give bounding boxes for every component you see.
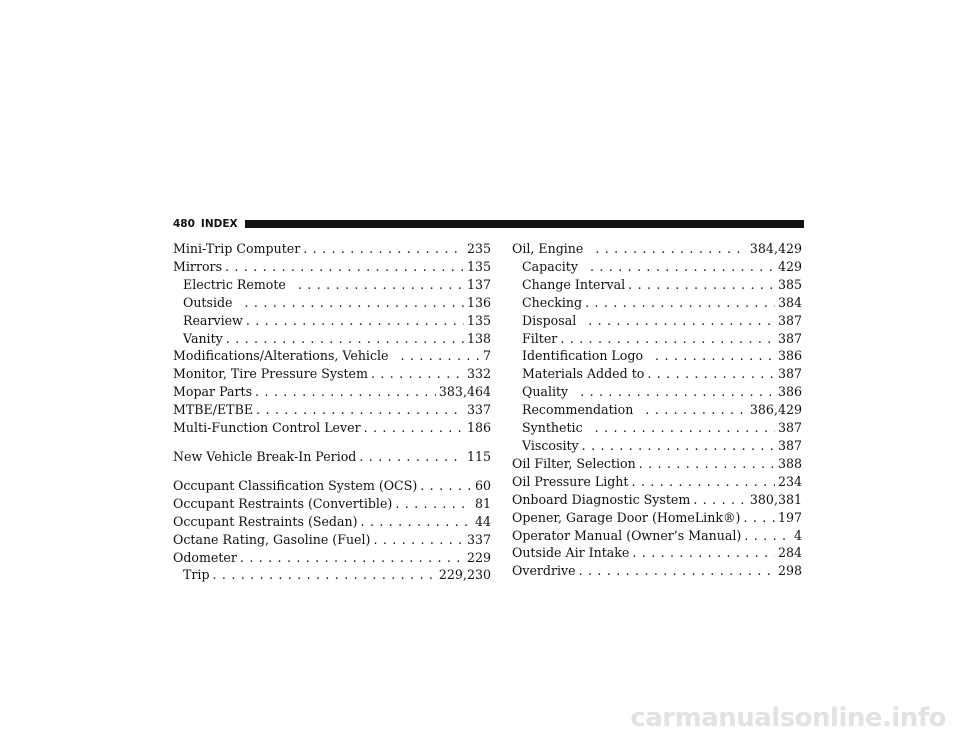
index-entry [173,240,491,258]
dot-leader [245,294,464,312]
index-entry [512,473,802,491]
entry-pages: 387 [777,366,802,382]
entry-term: Checking [522,294,583,310]
index-subentry [512,419,802,437]
entry-pages: 60 [474,477,491,493]
entry-term: Occupant Restraints (Convertible) [173,495,393,511]
dot-leader [246,312,464,330]
entry-pages: 137 [466,276,491,292]
index-subentry [173,566,491,584]
entry-term: Mini-Trip Computer [173,241,301,256]
entry-term: Odometer [173,549,237,565]
index-entry [173,347,491,365]
entry-term: MTBE/ETBE [173,402,254,418]
index-subentry [512,276,802,294]
entry-pages: 388 [777,455,802,471]
entry-term: Oil, Engine [512,241,584,256]
entry-term: Disposal [522,312,577,328]
entry-term: Change Interval [522,276,626,292]
index-entry [173,513,491,531]
dot-leader [401,347,480,365]
dot-leader [744,527,791,545]
entry-term: Onboard Diagnostic System [512,491,691,507]
entry-term: Octane Rating, Gasoline (Fuel) [173,531,371,547]
entry-term: Identification Logo [522,348,644,364]
entry-term: Modifications/Alterations, Vehicle [173,348,389,364]
entry-pages: 383,464 [438,384,491,400]
dot-leader [647,365,775,383]
dot-leader [420,477,472,495]
entry-term: Materials Added to [522,366,645,382]
index-entry [173,448,491,466]
index-entry [173,549,491,567]
entry-pages: 337 [466,531,491,547]
entry-term: Vanity [183,330,223,346]
entry-pages: 387 [777,437,802,453]
dot-leader [255,383,436,401]
index-entry [512,544,802,562]
dot-leader [693,491,747,509]
dot-leader [395,495,472,513]
entry-pages: 386 [777,348,802,364]
dot-leader [579,562,775,580]
entry-pages: 229 [466,549,491,565]
index-subentry [512,347,802,365]
index-entry [173,365,491,383]
entry-term: Outside Air Intake [512,545,630,561]
index-entry [173,477,491,495]
dot-leader [303,240,464,258]
entry-term: Monitor, Tire Pressure System [173,366,368,382]
dot-leader [588,312,775,330]
entry-pages: 197 [777,509,802,525]
index-subentry [173,276,491,294]
index-subentry [173,312,491,330]
entry-term: Recommendation [522,402,634,418]
entry-pages: 284 [777,545,802,561]
entry-term: Oil Filter, Selection [512,455,636,471]
index-column-right [512,240,802,580]
entry-pages: 337 [466,402,491,418]
page-header [173,217,804,231]
dot-leader [595,419,775,437]
entry-pages: 81 [474,495,491,511]
entry-term: Synthetic [522,420,583,436]
dot-leader [639,455,775,473]
index-subentry [512,401,802,419]
entry-term: Outside [183,294,233,310]
dot-leader [590,258,775,276]
section-title: INDEX [200,218,238,230]
header-rule [245,220,804,228]
entry-pages: 386,429 [749,402,802,418]
dot-leader [628,276,775,294]
dot-leader [585,294,775,312]
entry-term: Oil Pressure Light [512,473,629,489]
index-subentry [173,294,491,312]
index-subentry [173,330,491,348]
entry-pages: 387 [777,312,802,328]
index-entry [512,509,802,527]
index-subentry [512,312,802,330]
index-entry [173,401,491,419]
index-entry [512,491,802,509]
entry-term: Overdrive [512,563,576,579]
index-entry [173,383,491,401]
entry-term: Mopar Parts [173,384,253,400]
entry-pages: 386 [777,384,802,400]
entry-pages: 229,230 [438,567,491,583]
entry-pages: 235 [466,241,491,256]
dot-leader [256,401,464,419]
entry-pages: 186 [466,420,491,436]
dot-leader [373,531,463,549]
entry-pages: 332 [466,366,491,382]
dot-leader [226,330,464,348]
index-subentry [512,365,802,383]
entry-term: Electric Remote [183,276,286,292]
index-subentry [512,330,802,348]
dot-leader [580,383,775,401]
dot-leader [632,544,775,562]
index-subentry [512,294,802,312]
dot-leader [298,276,464,294]
dot-leader [364,419,464,437]
entry-term: Multi-Function Control Lever [173,420,361,436]
entry-term: Rearview [183,312,243,328]
entry-pages: 387 [777,420,802,436]
dot-leader [240,549,464,567]
watermark-text: carmanualsonline.info [630,703,946,733]
dot-leader [655,347,775,365]
entry-pages: 384,429 [749,241,802,256]
index-entry [512,562,802,580]
entry-term: Mirrors [173,258,223,274]
entry-pages: 136 [466,294,491,310]
entry-pages: 115 [466,448,491,464]
index-entry [173,258,491,276]
dot-leader [359,448,464,466]
dot-leader [213,566,436,584]
index-entry [173,419,491,437]
index-subentry [512,258,802,276]
entry-term: Filter [522,330,558,346]
entry-term: Opener, Garage Door (HomeLink®) [512,509,741,525]
index-entry [512,455,802,473]
entry-term: Occupant Restraints (Sedan) [173,513,358,529]
entry-pages: 380,381 [749,491,802,507]
index-column-left [173,240,491,584]
entry-term: Quality [522,384,569,400]
entry-pages: 234 [777,473,802,489]
entry-pages: 135 [466,312,491,328]
dot-leader [361,513,472,531]
index-entry [512,527,802,545]
entry-pages: 7 [482,348,491,364]
dot-leader [225,258,464,276]
entry-pages: 135 [466,258,491,274]
index-entry [173,531,491,549]
entry-pages: 385 [777,276,802,292]
entry-pages: 298 [777,563,802,579]
entry-pages: 387 [777,330,802,346]
dot-leader [631,473,774,491]
index-entry [173,495,491,513]
entry-term: Trip [183,567,210,583]
entry-term: Operator Manual (Owner’s Manual) [512,527,742,543]
entry-term: Capacity [522,258,578,274]
entry-term: Viscosity [522,437,579,453]
entry-pages: 4 [793,527,802,543]
dot-leader [645,401,747,419]
dot-leader [582,437,775,455]
dot-leader [743,509,774,527]
entry-term: New Vehicle Break-In Period [173,448,357,464]
entry-term: Occupant Classification System (OCS) [173,477,418,493]
dot-leader [595,240,747,258]
index-entry [512,240,802,258]
page-number: 480 [173,218,195,230]
dot-leader [560,330,775,348]
entry-pages: 429 [777,258,802,274]
index-subentry [512,437,802,455]
entry-pages: 138 [466,330,491,346]
dot-leader [371,365,464,383]
entry-pages: 384 [777,294,802,310]
index-subentry [512,383,802,401]
entry-pages: 44 [474,513,491,529]
